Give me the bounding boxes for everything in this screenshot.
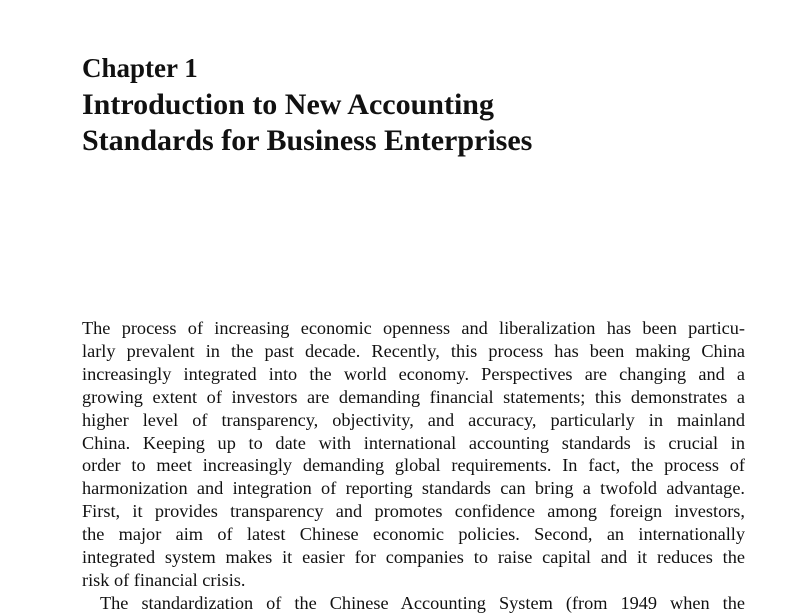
body-line: integrated system makes it easier for companies to raise capital and it reduces the [82, 547, 745, 568]
body-line: the major aim of latest Chinese economic policies. Second, an internationally [82, 524, 745, 545]
body-line: First, it provides transparency and promotes confidence among foreign investors, [82, 501, 745, 522]
chapter-title [82, 87, 532, 159]
body-line: higher level of transparency, objectivity, and accuracy, particularly in mainland [82, 409, 745, 430]
body-line: larly prevalent in the past decade. Recently, this process has been making China [82, 340, 745, 361]
body-line: increasingly integrated into the world economy. Perspectives are changing and a [82, 363, 745, 384]
body-paragraph [82, 317, 745, 615]
body-line: growing extent of investors are demanding financial statements; this demonstrates a [82, 386, 745, 407]
chapter-title-line-1: Introduction to New Accounting [82, 88, 494, 121]
body-line: risk of financial crisis. [82, 569, 246, 590]
body-line: China. Keeping up to date with international accounting standards is crucial in [82, 432, 745, 453]
body-line: The process of increasing economic openness and liberalization has been particu- [82, 318, 745, 338]
body-line: order to meet increasingly demanding global requirements. In fact, the process of [82, 455, 745, 476]
body-line: The standardization of the Chinese Accounting System (from 1949 when the [100, 592, 745, 613]
chapter-title-line-2: Standards for Business Enterprises [82, 124, 533, 157]
body-line: harmonization and integration of reporting standards can bring a twofold advantage. [82, 478, 745, 499]
chapter-label: Chapter 1 [82, 53, 198, 83]
